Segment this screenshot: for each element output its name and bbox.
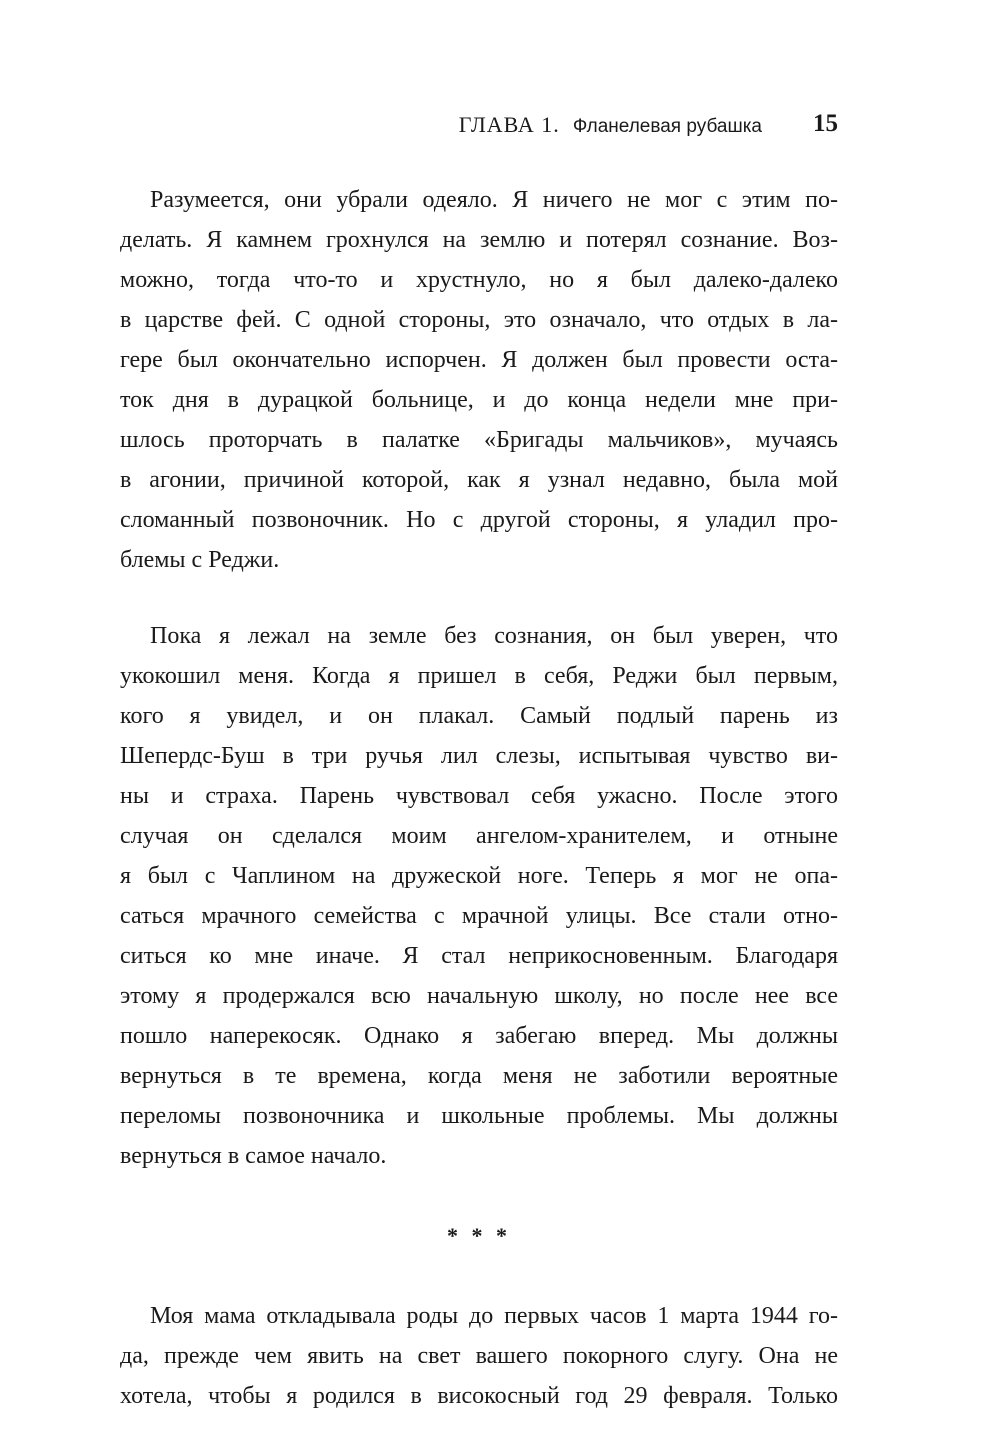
paragraph-2 [120, 616, 838, 1176]
text-line: Шепердс-Буш в три ручья лил слезы, испытывая чувство ви- [120, 743, 838, 769]
page-number: 15 [813, 110, 838, 137]
paragraph-gap [120, 580, 838, 616]
text-line: кого я увидел, и он плакал. Самый подлый парень из [120, 703, 838, 729]
paragraph-3 [120, 1296, 838, 1416]
text-line: пошло наперекосяк. Однако я забегаю вперед. Мы должны [120, 1023, 838, 1049]
section-gap [120, 1256, 838, 1296]
text-line: укокошил меня. Когда я пришел в себя, Реджи был первым, [120, 663, 838, 689]
text-line: ток дня в дурацкой больнице, и до конца недели мне при- [120, 387, 838, 413]
text-line: хотела, чтобы я родился в високосный год 29 февраля. Только [120, 1383, 838, 1409]
text-line: Моя мама откладывала роды до первых часов 1 марта 1944 го- [150, 1303, 838, 1329]
text-line: блемы с Реджи. [120, 547, 280, 573]
paragraph-1 [120, 180, 838, 580]
section-gap [120, 1176, 838, 1216]
text-line: делать. Я камнем грохнулся на землю и потерял сознание. Воз- [120, 227, 838, 253]
text-line: Разумеется, они убрали одеяло. Я ничего не мог с этим по- [150, 187, 838, 213]
text-line: в царстве фей. С одной стороны, это означало, что отдых в ла- [120, 307, 838, 333]
page-body [120, 180, 838, 1416]
text-line: в агонии, причиной которой, как я узнал недавно, была мой [120, 467, 838, 493]
text-line: можно, тогда что-то и хрустнуло, но я был далеко-далеко [120, 267, 838, 293]
text-line: Пока я лежал на земле без сознания, он был уверен, что [150, 623, 838, 649]
text-line: ситься ко мне иначе. Я стал неприкосновенным. Благодаря [120, 943, 838, 969]
chapter-label: ГЛАВА 1. [458, 112, 560, 137]
section-separator: * * * [447, 1223, 511, 1248]
text-line: саться мрачного семейства с мрачной улицы. Все стали отно- [120, 903, 838, 929]
text-line: этому я продержался всю начальную школу, но после нее все [120, 983, 838, 1009]
text-line: да, прежде чем явить на свет вашего покорного слугу. Она не [120, 1343, 838, 1369]
text-line: сломанный позвоночник. Но с другой стороны, я уладил про- [120, 507, 838, 533]
text-line: переломы позвоночника и школьные проблемы. Мы должны [120, 1103, 838, 1129]
chapter-title: Фланелевая рубашка [572, 116, 762, 137]
text-line: я был с Чаплином на дружеской ноге. Теперь я мог не опа- [120, 863, 838, 889]
running-header [120, 112, 838, 146]
text-line: ны и страха. Парень чувствовал себя ужасно. После этого [120, 783, 838, 809]
text-line: шлось проторчать в палатке «Бригады мальчиков», мучаясь [120, 427, 838, 453]
text-line: случая он сделался моим ангелом-хранителем, и отныне [120, 823, 838, 849]
text-line: вернуться в самое начало. [120, 1143, 387, 1169]
chapter-heading [459, 112, 762, 138]
text-line: вернуться в те времена, когда меня не заботили вероятные [120, 1063, 838, 1089]
text-line: гере был окончательно испорчен. Я должен был провести оста- [120, 347, 838, 373]
